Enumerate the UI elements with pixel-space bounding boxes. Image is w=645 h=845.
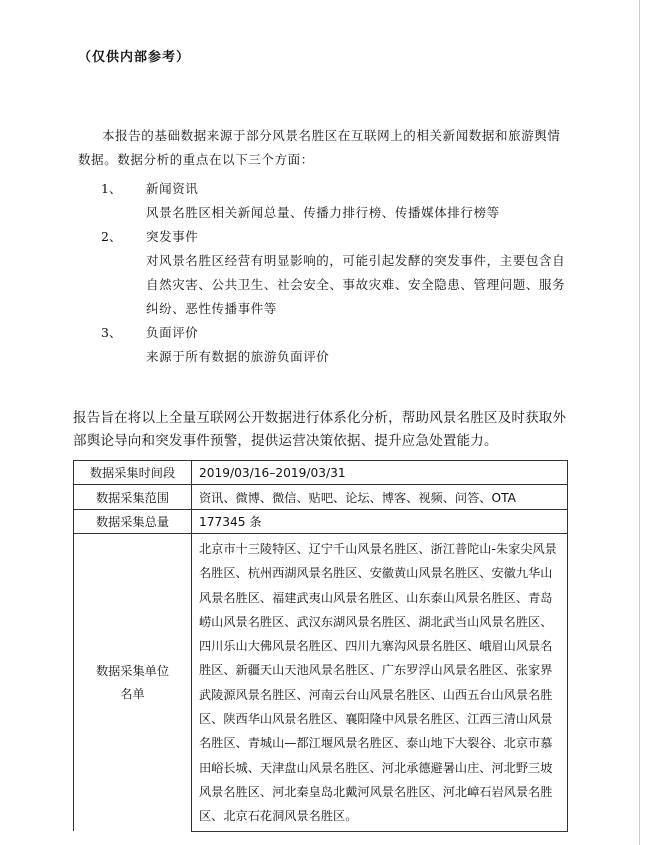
- table-row: [74, 534, 568, 832]
- item-2-desc-line-1: 对风景名胜区经营有明显影响的，可能引起发酵的突发事件，主要包含自: [146, 253, 566, 268]
- row-value-scope: 资讯、微博、微信、贴吧、论坛、博客、视频、问答、OTA: [192, 485, 568, 510]
- item-2-desc-line-2: 自然灾害、公共卫生、社会安全、事故灾难、安全隐患、管理问题、服务: [146, 277, 566, 292]
- item-2-number: 2、: [101, 229, 122, 244]
- item-1-number: 1、: [101, 181, 122, 196]
- data-collection-table: [73, 460, 568, 832]
- row-value-total: 177345 条: [192, 510, 568, 534]
- row-key-total: 数据采集总量: [74, 510, 192, 534]
- item-3-desc: 来源于所有数据的旅游负面评价: [146, 349, 330, 364]
- row-key-time-range: 数据采集时间段: [74, 461, 192, 485]
- row-key-scope: 数据采集范围: [74, 485, 192, 510]
- table-row: [74, 485, 568, 510]
- table-row: [74, 510, 568, 534]
- intro-line-2: 数据。数据分析的重点在以下三个方面：: [78, 152, 314, 167]
- page-edge: [639, 0, 640, 845]
- scenic-area-list: 北京市十三陵特区、辽宁千山风景名胜区、浙江普陀山-朱家尖风景名胜区、杭州西湖风景名胜区、安徽黄山风景名胜区、安徽九华山风景名胜区、福建武夷山风景名胜区、山东泰山风景名胜区、青岛崂山风景名胜区、武汉东湖风景名胜区、湖北武当山风景名胜区、四川乐山大佛风景名胜区、四川九寨沟风景名胜区、峨眉山风景名胜区、新疆天山天池风景名胜区、广东罗浮山风景名胜区、张家界武陵源风景名胜区、河南云台山风景名胜区、山西五台山风景名胜区、陕西华山风景名胜区、襄阳隆中风景名胜区、江西三清山风景名胜区、青城山—都江堰风景名胜区、泰山地下大裂谷、北京市慕田峪长城、天津盘山风景名胜区、河北承德避暑山庄、河北野三坡风景名胜区、河北秦皇岛北戴河风景名胜区、河北嶂石岩风景名胜区、北京石花洞风景名胜区。: [199, 542, 557, 824]
- item-2-title: 突发事件: [146, 229, 199, 244]
- item-3-number: 3、: [101, 325, 122, 340]
- item-2-desc-line-3: 纠纷、恶性传播事件等: [146, 301, 278, 316]
- row-value-units: [192, 534, 568, 832]
- item-1-desc: 风景名胜区相关新闻总量、传播力排行榜、传播媒体排行榜等: [146, 205, 500, 220]
- intro-paragraph: [78, 124, 578, 172]
- item-3-title: 负面评价: [146, 325, 199, 340]
- table-row: [74, 461, 568, 485]
- row-key-units: [74, 534, 192, 832]
- internal-reference-note: （仅供内部参考）: [78, 50, 191, 65]
- item-1-title: 新闻资讯: [146, 181, 199, 196]
- units-key-line-1: 数据采集单位: [95, 663, 170, 678]
- report-purpose-paragraph: 报告旨在将以上全量互联网公开数据进行体系化分析，帮助风景名胜区及时获取外部舆论导向和突发事件预警，提供运营决策依据、提升应急处置能力。: [73, 410, 567, 449]
- intro-line-1: 本报告的基础数据来源于部分风景名胜区在互联网上的相关新闻数据和旅游舆情: [102, 128, 561, 143]
- units-key-line-2: 名单: [120, 686, 145, 701]
- row-value-time-range: 2019/03/16–2019/03/31: [192, 461, 568, 485]
